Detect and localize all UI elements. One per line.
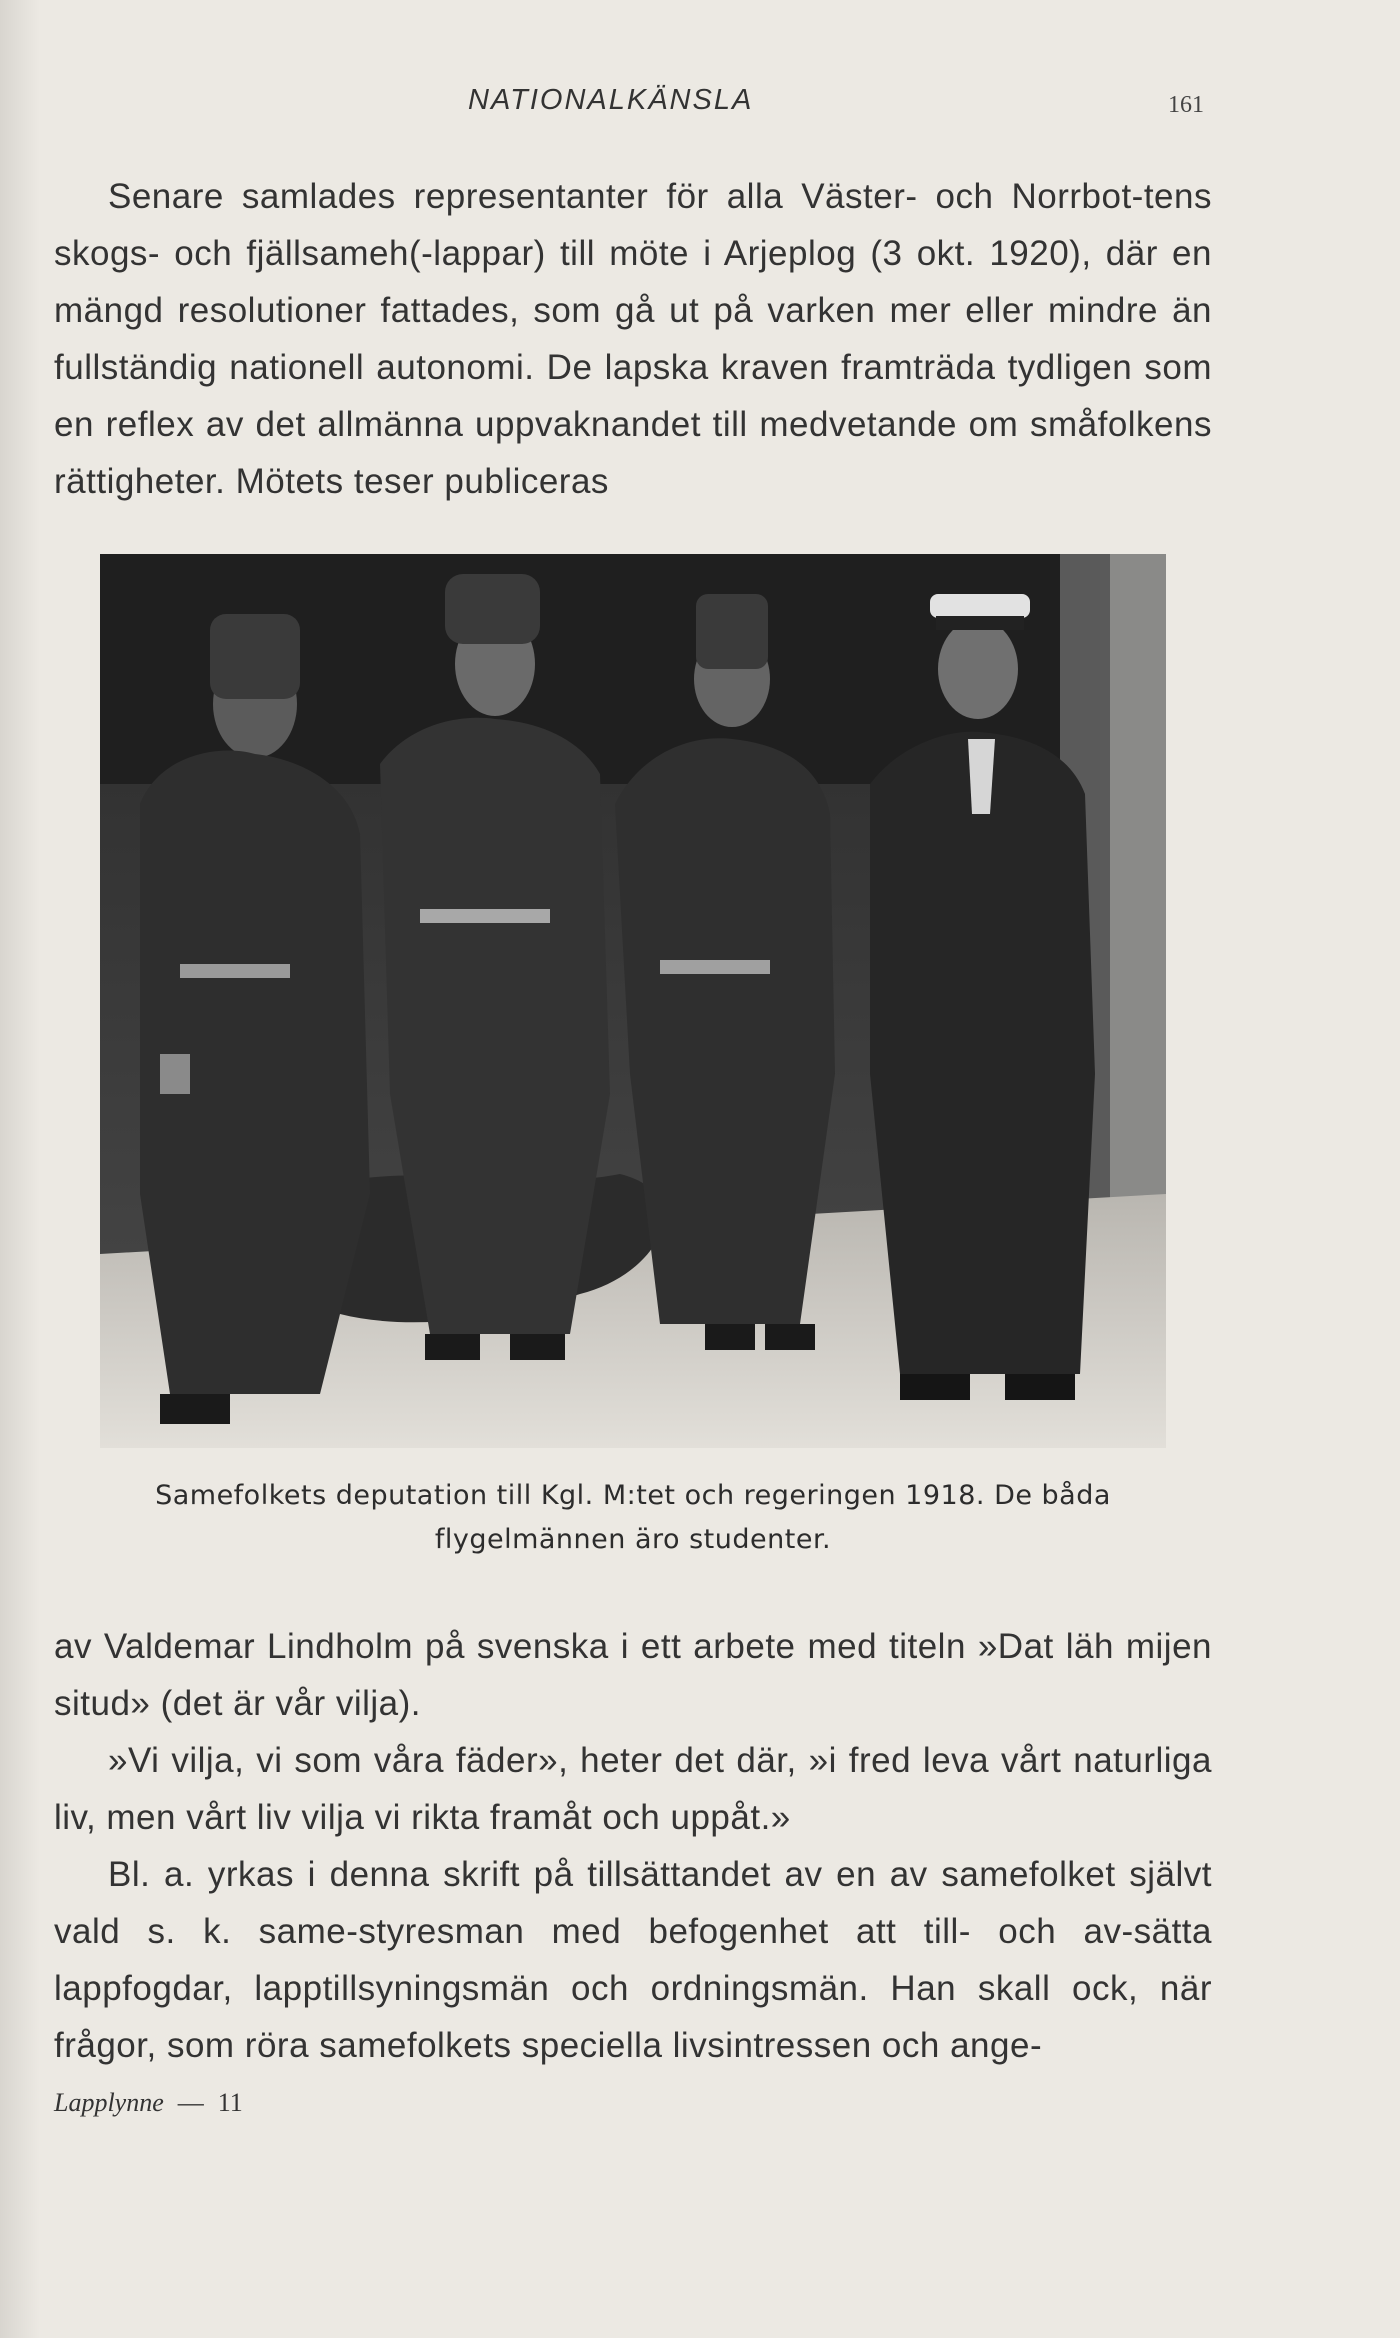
signature-title: Lapplynne — [54, 2088, 164, 2117]
signature-mark — [54, 2088, 243, 2124]
paragraphs-bottom — [54, 1618, 1212, 2074]
running-head — [0, 84, 1400, 124]
paragraph: av Valdemar Lindholm på svenska i ett arbete med titeln »Dat läh mijen situd» (det är vår vilja). — [54, 1627, 1212, 1723]
paragraph: »Vi vilja, vi som våra fäder», heter det där, »i fred leva vårt naturliga liv, men vårt liv vilja vi rikta framåt och uppåt.» — [54, 1741, 1212, 1837]
group-photograph — [100, 554, 1166, 1448]
caption-line: Samefolkets deputation till Kgl. M:tet och regeringen 1918. De båda — [155, 1480, 1111, 1511]
running-title: NATIONALKÄNSLA — [468, 84, 754, 116]
photo-caption — [100, 1474, 1166, 1562]
signature-dash: — — [177, 2088, 204, 2117]
page-number: 161 — [1168, 92, 1204, 118]
page-edge-shadow — [0, 0, 40, 2338]
paragraph-top — [54, 168, 1212, 510]
signature-number: 11 — [217, 2088, 243, 2117]
caption-line: flygelmännen äro studenter. — [434, 1524, 832, 1555]
paragraph: Bl. a. yrkas i denna skrift på tillsättandet av en av samefolket självt vald s. k. same-styresman med befogenhet att till- och av-sätta lappfogdar, lapptillsyningsmän och ordningsmän. Han skall ock, när frågor, som röra samefolkets speciella livsintressen och ange- — [54, 1855, 1212, 2065]
paragraph: Senare samlades representanter för alla Väster- och Norrbot-tens skogs- och fjällsameh(-lappar) till möte i Arjeplog (3 okt. 1920), där en mängd resolutioner fattades, som gå ut på varken mer eller mindre än fullständig nationell autonomi. De lapska kraven framträda tydligen som en reflex av det allmänna uppvaknandet till medvetande om småfolkens rättigheter. Mötets teser publiceras — [54, 177, 1212, 501]
